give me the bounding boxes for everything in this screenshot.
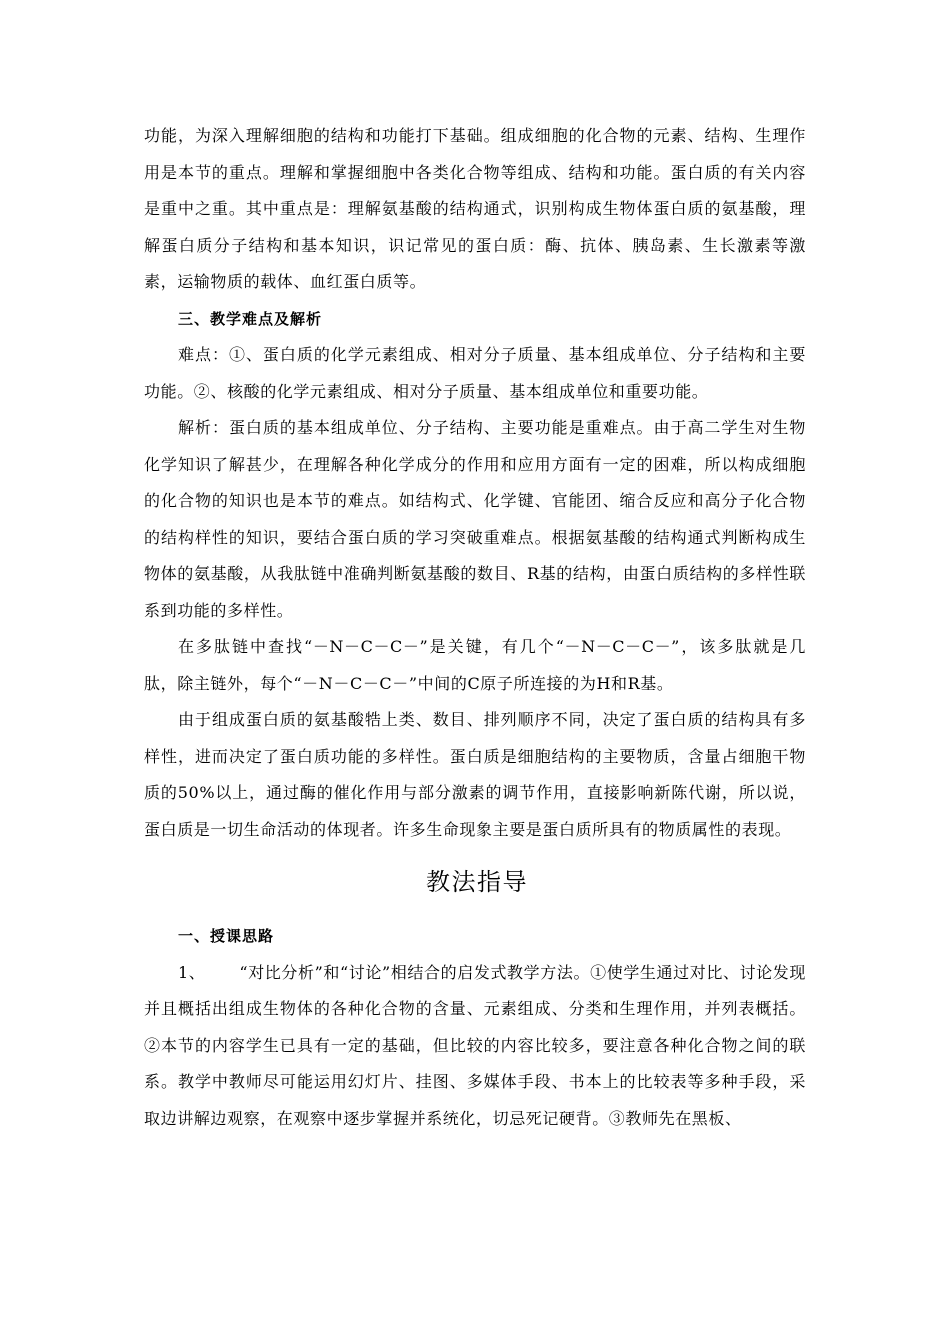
section-title-teaching-method: 教法指导 [426, 868, 528, 896]
item-number: 1、 [178, 962, 206, 982]
paragraph-analysis: 解析：蛋白质的基本组成单位、分子结构、主要功能是重难点。由于高二学生对生物化学知识了解甚少，在理解各种化学成分的作用和应用方面有一定的困难，所以构成细胞的化合物的知识也是本节的难点。如结构式、化学键、官能团、缩合反应和高分子化合物的结构样性的知识，要结合蛋白质的学习突破重难点。根据氨基酸的结构通式判断构成生物体的氨基酸，从我肽链中准确判断氨基酸的数目、R基的结构，由蛋白质结构的多样性联系到功能的多样性。 [144, 418, 806, 620]
paragraph-approach-item-1 [144, 955, 806, 1138]
item-text: “对比分析”和“讨论”相结合的启发式教学方法。①使学生通过对比、讨论发现并且概括出组成生物体的各种化合物的含量、元素组成、分类和生理作用，并列表概括。②本节的内容学生已具有一定的基础，但比较的内容比较多，要注意各种化合物之间的联系。教学中教师尽可能运用幻灯片、挂图、多媒体手段、书本上的比较表等多种手段，采取边讲解边观察，在观察中逐步掌握并系统化，切忌死记硬背。③教师先在黑板、 [144, 962, 806, 1128]
document-body [144, 118, 806, 1137]
section-heading-difficulties: 三、教学难点及解析 [178, 309, 323, 328]
paragraph-peptide-chain: 在多肽链中查找“－N－C－C－”是关键，有几个“－N－C－C－”，该多肽就是几肽，除主链外，每个“－N－C－C－”中间的C原子所连接的为H和R基。 [144, 637, 806, 693]
paragraph-intro-continuation: 功能，为深入理解细胞的结构和功能打下基础。组成细胞的化合物的元素、结构、生理作用是本节的重点。理解和掌握细胞中各类化合物等组成、结构和功能。蛋白质的有关内容是重中之重。其中重点是：理解氨基酸的结构通式，识别构成生物体蛋白质的氨基酸，理解蛋白质分子结构和基本知识，识记常见的蛋白质：酶、抗体、胰岛素、生长激素等激素，运输物质的载体、血红蛋白质等。 [144, 126, 806, 291]
section-heading-teaching-approach: 一、授课思路 [178, 927, 275, 945]
paragraph-difficulties: 难点：①、蛋白质的化学元素组成、相对分子质量、基本组成单位、分子结构和主要功能。②、核酸的化学元素组成、相对分子质量、基本组成单位和重要功能。 [144, 345, 806, 401]
paragraph-protein-diversity: 由于组成蛋白质的氨基酸牿上类、数目、排列顺序不同，决定了蛋白质的结构具有多样性，进而决定了蛋白质功能的多样性。蛋白质是细胞结构的主要物质，含量占细胞干物质的50%以上，通过酶的催化作用与部分激素的调节作用，直接影响新陈代谢，所以说，蛋白质是一切生命活动的体现者。许多生命现象主要是蛋白质所具有的物质属性的表现。 [144, 710, 806, 839]
